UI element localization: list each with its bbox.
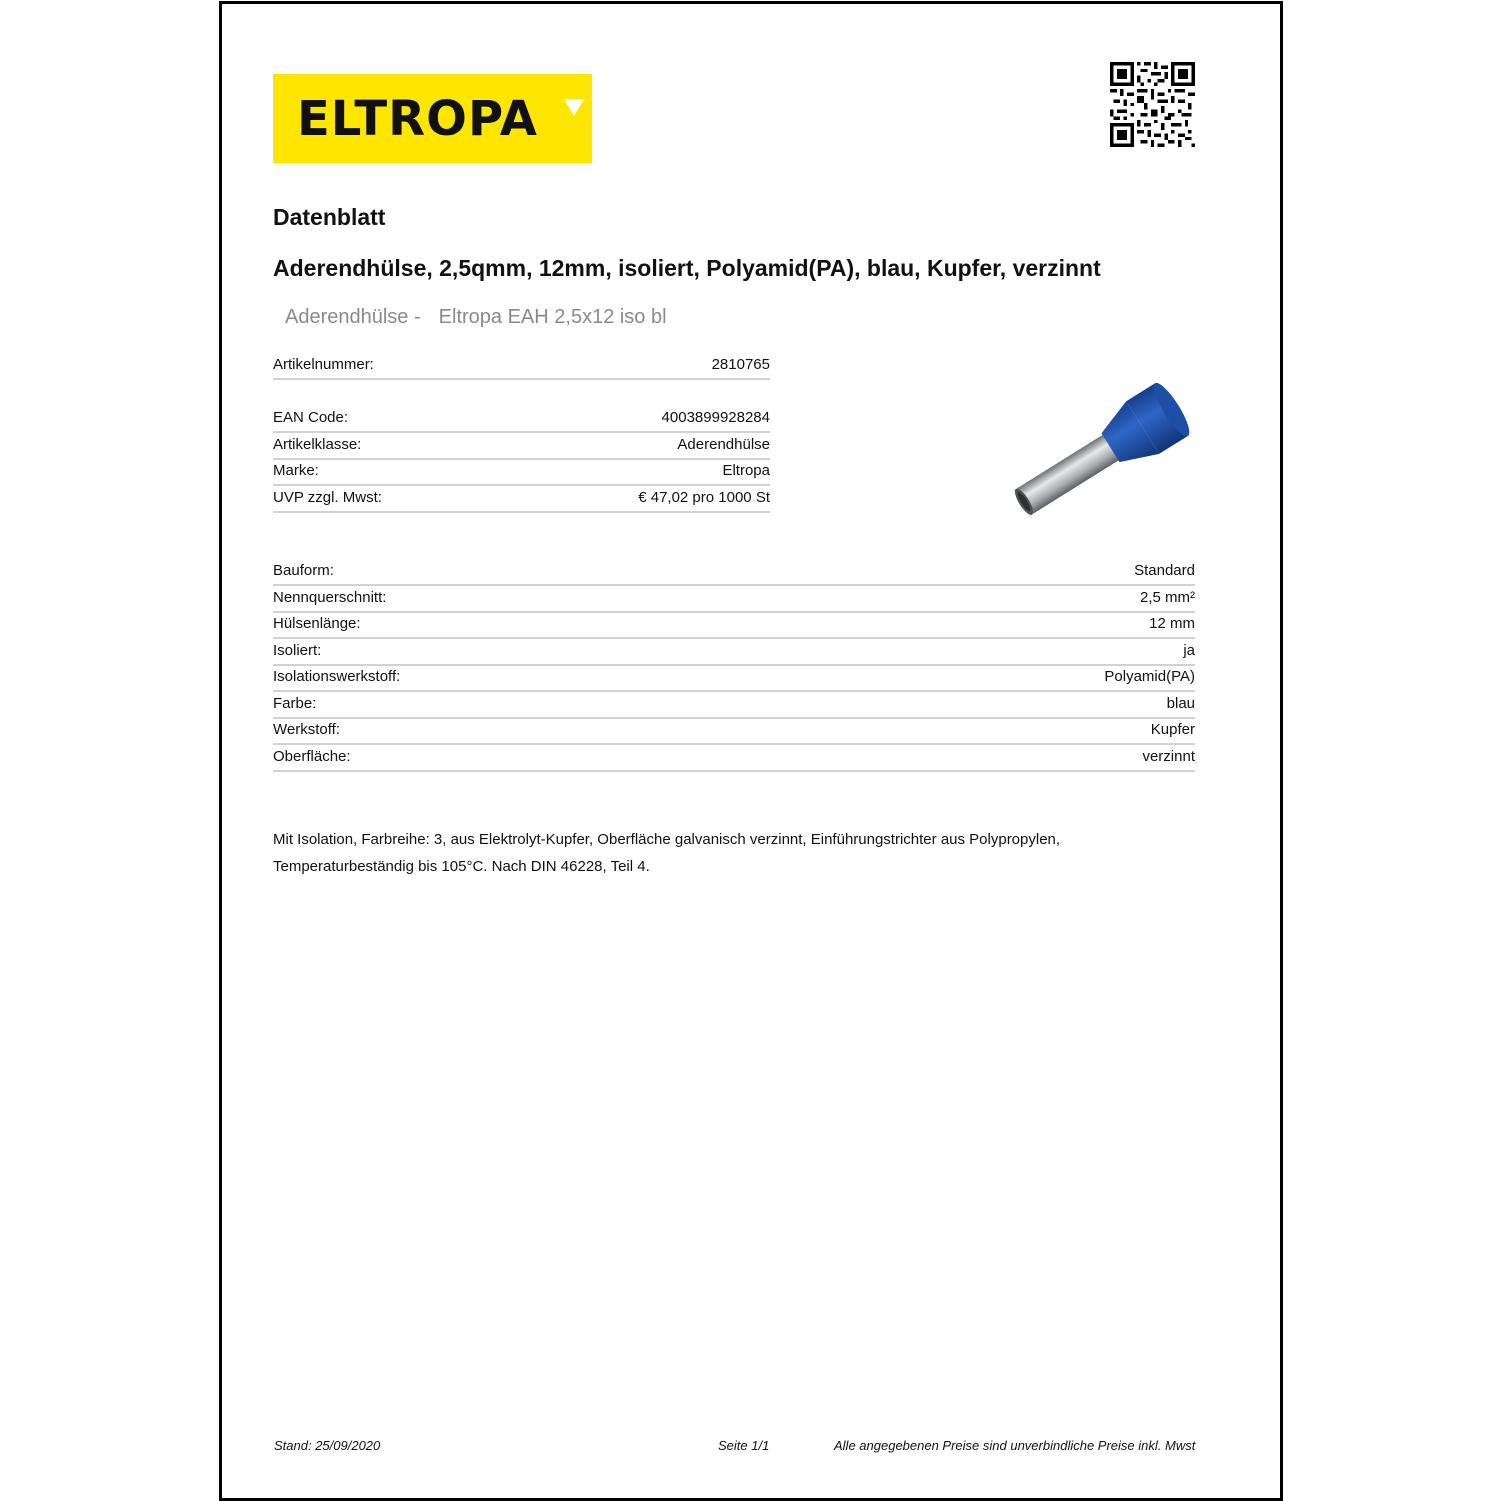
logo-text: ELTROPA bbox=[297, 91, 538, 147]
row-value: verzinnt bbox=[1142, 748, 1195, 765]
article-number-row bbox=[273, 352, 770, 380]
row-label: Bauform: bbox=[273, 562, 334, 579]
ean-row bbox=[273, 405, 770, 433]
row-label: Artikelnummer: bbox=[273, 356, 374, 373]
row-label: UVP zzgl. Mwst: bbox=[273, 489, 382, 506]
footer-date: Stand: 25/09/2020 bbox=[274, 1438, 381, 1453]
row-value: blau bbox=[1166, 695, 1195, 712]
spec-row bbox=[273, 585, 1195, 613]
row-value: 4003899928284 bbox=[661, 409, 770, 426]
row-value: € 47,02 pro 1000 St bbox=[638, 489, 770, 506]
row-label: Farbe: bbox=[273, 695, 317, 712]
row-label: Marke: bbox=[273, 462, 319, 479]
row-label: Hülsenlänge: bbox=[273, 615, 361, 632]
spec-row bbox=[273, 744, 1195, 772]
row-label: Werkstoff: bbox=[273, 721, 340, 738]
spec-row bbox=[273, 691, 1195, 719]
row-value: 12 mm bbox=[1149, 615, 1195, 632]
product-description bbox=[273, 826, 1153, 880]
spec-row bbox=[273, 717, 1195, 745]
row-value: ja bbox=[1183, 642, 1195, 659]
spec-row bbox=[273, 638, 1195, 666]
spec-row bbox=[273, 611, 1195, 639]
row-label: Nennquerschnitt: bbox=[273, 589, 387, 606]
row-label: Isolationswerkstoff: bbox=[273, 668, 401, 685]
description-line: Mit Isolation, Farbreihe: 3, aus Elektrolyt-Kupfer, Oberfläche galvanisch verzinnt, Einführungstrichter aus Polypropylen, bbox=[273, 831, 1061, 848]
logo-triangle-icon bbox=[564, 99, 584, 116]
row-value: Aderendhülse bbox=[677, 436, 770, 453]
row-label: Isoliert: bbox=[273, 642, 322, 659]
eltropa-logo bbox=[273, 74, 592, 163]
row-label: EAN Code: bbox=[273, 409, 349, 426]
document-type-heading: Datenblatt bbox=[273, 204, 386, 230]
row-label: Oberfläche: bbox=[273, 748, 351, 765]
wire-ferrule-image bbox=[1000, 380, 1190, 530]
row-value: 2,5 mm² bbox=[1139, 589, 1195, 606]
product-title: Aderendhülse, 2,5qmm, 12mm, isoliert, Polyamid(PA), blau, Kupfer, verzinnt bbox=[273, 255, 1101, 281]
row-value: Polyamid(PA) bbox=[1104, 668, 1195, 685]
subtitle-name: Eltropa EAH 2,5x12 iso bl bbox=[438, 306, 667, 328]
brand-row bbox=[273, 458, 770, 486]
spec-row bbox=[273, 558, 1195, 586]
footer-price-note: Alle angegebenen Preise sind unverbindliche Preise inkl. Mwst bbox=[834, 1438, 1196, 1453]
row-value: Kupfer bbox=[1150, 721, 1195, 738]
product-subtitle bbox=[285, 306, 667, 329]
footer-page-number: Seite 1/1 bbox=[718, 1438, 770, 1453]
subtitle-category: Aderendhülse - bbox=[285, 306, 421, 328]
qr-code-icon bbox=[1110, 62, 1195, 147]
price-row bbox=[273, 485, 770, 513]
row-label: Artikelklasse: bbox=[273, 436, 362, 453]
row-value: Standard bbox=[1134, 562, 1195, 579]
description-line: Temperaturbeständig bis 105°C. Nach DIN 46228, Teil 4. bbox=[273, 858, 650, 875]
row-value: Eltropa bbox=[722, 462, 770, 479]
spec-row bbox=[273, 664, 1195, 692]
row-value: 2810765 bbox=[711, 356, 770, 373]
article-class-row bbox=[273, 432, 770, 460]
